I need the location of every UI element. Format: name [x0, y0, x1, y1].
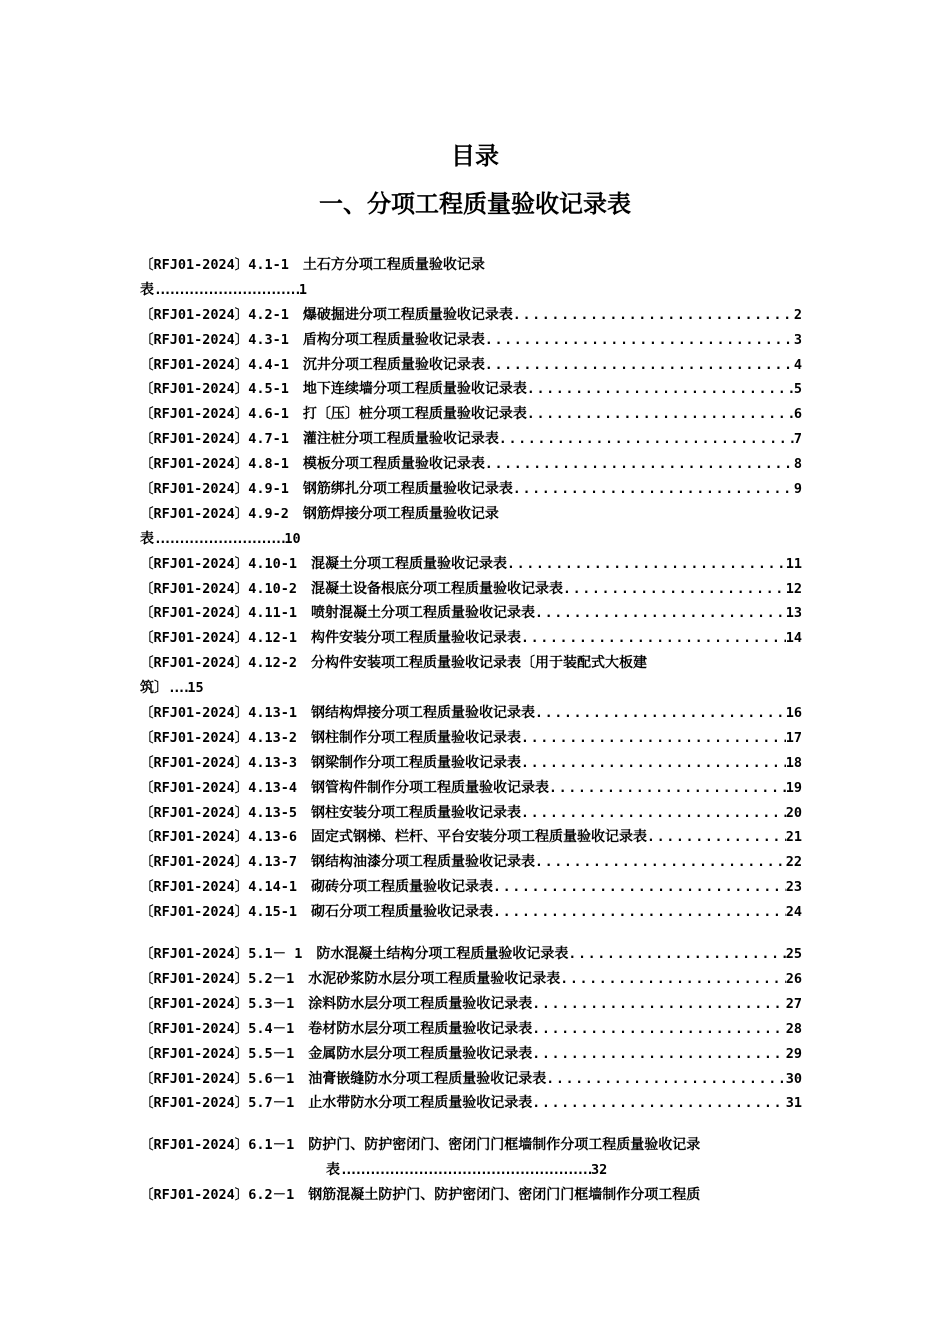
toc-entry-code: 〔RFJ01-2024〕4.12-1 — [140, 630, 298, 647]
toc-entry-cont-text: 筑〕 — [140, 680, 168, 697]
toc-entry-page: 4 — [793, 356, 802, 373]
toc-entry-cont-text: 表 — [326, 1162, 340, 1179]
toc-entry[interactable] — [140, 377, 802, 402]
toc-entry-title: 钢管构件制作分项工程质量验收记录表 — [311, 779, 550, 796]
toc-entry-title: 盾构分项工程质量验收记录表 — [302, 331, 485, 348]
toc-entry-code: 〔RFJ01-2024〕4.1-1 — [140, 257, 289, 273]
toc-entry-leader: .... — [168, 681, 188, 697]
toc-entry-code: 〔RFJ01-2024〕6.1－1 — [140, 1137, 295, 1154]
toc-entry-code: 〔RFJ01-2024〕4.6-1 — [140, 406, 289, 423]
section-spacer — [140, 1116, 802, 1133]
toc-entry-code: 〔RFJ01-2024〕4.3-1 — [140, 331, 289, 348]
section-title: 一、分项工程质量验收记录表 — [319, 190, 631, 218]
toc-entry-continuation — [140, 278, 802, 303]
toc-entry[interactable] — [140, 651, 802, 676]
toc-entry[interactable] — [140, 577, 802, 602]
toc-entry-page: 18 — [785, 754, 802, 771]
toc-entry-title: 固定式钢梯、栏杆、平台安装分项工程质量验收记录表 — [311, 829, 648, 846]
toc-entry-page: 32 — [591, 1162, 608, 1179]
toc-entry-leader — [507, 553, 786, 577]
toc-entry-page: 10 — [284, 530, 301, 547]
toc-entry-page: 6 — [793, 406, 802, 423]
toc-entry-continuation — [140, 527, 802, 552]
toc-entry-code: 〔RFJ01-2024〕4.13-7 — [140, 854, 298, 871]
toc-entry-page: 3 — [793, 331, 802, 348]
toc-entry-code: 〔RFJ01-2024〕4.15-1 — [140, 904, 298, 921]
toc-entry[interactable] — [140, 942, 802, 967]
toc-entry[interactable] — [140, 726, 802, 751]
toc-entry-title: 爆破掘进分项工程质量验收记录表 — [302, 306, 513, 323]
toc-entry-title: 分构件安装项工程质量验收记录表〔用于装配式大板建 — [311, 655, 648, 672]
toc-entry-page: 7 — [793, 431, 802, 448]
toc-entry-page: 1 — [298, 281, 307, 298]
table-of-contents — [140, 253, 802, 1208]
toc-entry-page: 13 — [785, 605, 802, 622]
toc-entry-leader — [485, 453, 794, 477]
toc-entry-title: 水泥砂浆防水层分项工程质量验收记录表 — [308, 970, 561, 987]
toc-entry[interactable] — [140, 801, 802, 826]
toc-entry-title: 土石方分项工程质量验收记录 — [302, 257, 485, 273]
toc-entry-title: 钢梁制作分项工程质量验收记录表 — [311, 754, 522, 771]
toc-entry-code: 〔RFJ01-2024〕4.13-4 — [140, 779, 298, 796]
toc-entry-page: 20 — [785, 804, 802, 821]
toc-entry-title: 砌砖分项工程质量验收记录表 — [311, 879, 494, 896]
toc-entry-leader — [532, 1018, 785, 1042]
toc-entry-code: 〔RFJ01-2024〕4.10-1 — [140, 555, 298, 572]
toc-entry-code: 〔RFJ01-2024〕4.10-2 — [140, 580, 298, 597]
toc-entry-code: 〔RFJ01-2024〕5.7－1 — [140, 1095, 295, 1112]
toc-entry-page: 28 — [785, 1020, 802, 1037]
toc-entry-page: 17 — [785, 729, 802, 746]
toc-entry-page: 25 — [785, 946, 802, 963]
toc-entry-cont-text: 表 — [140, 281, 154, 298]
toc-entry[interactable] — [140, 776, 802, 801]
toc-entry-code: 〔RFJ01-2024〕5.3－1 — [140, 995, 295, 1012]
toc-entry-leader — [513, 478, 794, 502]
toc-entry-leader — [521, 802, 786, 826]
toc-entry-leader — [485, 354, 794, 378]
toc-entry-title: 钢柱制作分项工程质量验收记录表 — [311, 729, 522, 746]
toc-entry-leader — [527, 378, 794, 402]
toc-entry-code: 〔RFJ01-2024〕5.5－1 — [140, 1045, 295, 1062]
toc-entry[interactable] — [140, 1091, 802, 1116]
toc-entry-leader: ........................... — [154, 531, 285, 547]
toc-entry[interactable] — [140, 477, 802, 502]
toc-entry[interactable] — [140, 353, 802, 378]
toc-entry-code: 〔RFJ01-2024〕4.12-2 — [140, 655, 298, 672]
toc-entry-code: 〔RFJ01-2024〕4.13-5 — [140, 804, 298, 821]
toc-entry-continuation — [140, 1158, 802, 1183]
toc-entry-page: 26 — [785, 970, 802, 987]
toc-entry-title: 构件安装分项工程质量验收记录表 — [311, 630, 522, 647]
toc-entry-title: 金属防水层分项工程质量验收记录表 — [308, 1045, 533, 1062]
toc-entry-code: 〔RFJ01-2024〕4.14-1 — [140, 879, 298, 896]
toc-entry-title: 打〔压〕桩分项工程质量验收记录表 — [302, 406, 527, 423]
toc-entry[interactable] — [140, 626, 802, 651]
toc-entry-title: 卷材防水层分项工程质量验收记录表 — [308, 1020, 533, 1037]
toc-entry-title: 止水带防水分项工程质量验收记录表 — [308, 1095, 533, 1112]
toc-entry-leader — [532, 1092, 785, 1116]
toc-entry-page: 9 — [793, 481, 802, 498]
toc-entry-page: 14 — [785, 630, 802, 647]
toc-entry[interactable] — [140, 850, 802, 875]
toc-entry-code: 〔RFJ01-2024〕4.9-1 — [140, 481, 289, 498]
toc-entry-page: 30 — [785, 1070, 802, 1087]
toc-entry[interactable] — [140, 601, 802, 626]
toc-entry-code: 〔RFJ01-2024〕4.9-2 — [140, 505, 289, 522]
toc-entry[interactable] — [140, 552, 802, 577]
toc-entry[interactable] — [140, 1133, 802, 1158]
toc-entry[interactable] — [140, 875, 802, 900]
toc-entry[interactable] — [140, 402, 802, 427]
toc-entry[interactable] — [140, 701, 802, 726]
toc-entry-leader — [535, 702, 786, 726]
toc-entry-code: 〔RFJ01-2024〕5.6－1 — [140, 1070, 295, 1087]
toc-entry-code: 〔RFJ01-2024〕5.2－1 — [140, 970, 295, 987]
toc-entry-leader — [521, 752, 786, 776]
toc-entry-code: 〔RFJ01-2024〕5.4－1 — [140, 1020, 295, 1037]
toc-entry[interactable] — [140, 992, 802, 1017]
toc-entry-leader — [493, 876, 786, 900]
toc-entry-title: 喷射混凝土分项工程质量验收记录表 — [311, 605, 536, 622]
toc-entry[interactable] — [140, 900, 802, 925]
toc-entry-title: 钢结构焊接分项工程质量验收记录表 — [311, 705, 536, 722]
toc-entry-leader — [513, 304, 794, 328]
toc-entry[interactable] — [140, 1042, 802, 1067]
toc-entry-leader — [549, 777, 786, 801]
toc-entry-page: 23 — [785, 879, 802, 896]
toc-entry[interactable] — [140, 751, 802, 776]
toc-entry-page: 29 — [785, 1045, 802, 1062]
toc-entry-code: 〔RFJ01-2024〕4.13-6 — [140, 829, 298, 846]
page-title: 目录 — [451, 142, 499, 170]
toc-entry-page: 31 — [785, 1095, 802, 1112]
toc-entry-title: 防水混凝土结构分项工程质量验收记录表 — [316, 946, 569, 963]
toc-entry-code: 〔RFJ01-2024〕5.1－ 1 — [140, 946, 303, 963]
toc-entry[interactable] — [140, 452, 802, 477]
toc-entry-leader — [647, 826, 786, 850]
toc-entry-title: 地下连续墙分项工程质量验收记录表 — [302, 381, 527, 398]
toc-entry-code: 〔RFJ01-2024〕4.5-1 — [140, 381, 289, 398]
toc-entry-leader — [535, 851, 786, 875]
toc-entry-code: 〔RFJ01-2024〕4.8-1 — [140, 456, 289, 473]
toc-entry-title: 防护门、防护密闭门、密闭门门框墙制作分项工程质量验收记录 — [308, 1137, 701, 1154]
toc-entry-page: 12 — [785, 580, 802, 597]
toc-entry-title: 油膏嵌缝防水分项工程质量验收记录表 — [308, 1070, 547, 1087]
toc-entry-leader: .................................................... — [340, 1163, 591, 1179]
toc-entry[interactable] — [140, 825, 802, 850]
toc-entry-title: 钢筋混凝土防护门、防护密闭门、密闭门门框墙制作分项工程质 — [308, 1187, 701, 1204]
toc-entry-title: 混凝土分项工程质量验收记录表 — [311, 555, 508, 572]
toc-entry-code: 〔RFJ01-2024〕4.13-1 — [140, 705, 298, 722]
toc-entry-title: 钢结构油漆分项工程质量验收记录表 — [311, 854, 536, 871]
toc-entry-code: 〔RFJ01-2024〕4.13-3 — [140, 754, 298, 771]
toc-entry-code: 〔RFJ01-2024〕4.2-1 — [140, 306, 289, 323]
toc-entry-code: 〔RFJ01-2024〕6.2－1 — [140, 1187, 295, 1204]
toc-entry-leader — [493, 901, 786, 925]
toc-entry-page: 11 — [785, 555, 802, 572]
toc-entry-title: 砌石分项工程质量验收记录表 — [311, 904, 494, 921]
toc-entry-title: 沉井分项工程质量验收记录表 — [302, 356, 485, 373]
toc-entry[interactable] — [140, 328, 802, 353]
toc-entry-leader — [535, 602, 786, 626]
toc-entry-page: 21 — [785, 829, 802, 846]
toc-entry-leader — [568, 943, 785, 967]
toc-entry-leader — [560, 968, 785, 992]
toc-entry-code: 〔RFJ01-2024〕4.13-2 — [140, 729, 298, 746]
toc-entry-page: 19 — [785, 779, 802, 796]
toc-entry-page: 2 — [793, 306, 802, 323]
toc-entry-leader — [546, 1068, 785, 1092]
toc-entry-page: 8 — [793, 456, 802, 473]
toc-entry-title: 钢筋绑扎分项工程质量验收记录表 — [302, 481, 513, 498]
toc-entry-title: 灌注桩分项工程质量验收记录表 — [302, 431, 499, 448]
toc-entry-leader: .............................. — [154, 282, 299, 298]
toc-entry-code: 〔RFJ01-2024〕4.11-1 — [140, 605, 298, 622]
toc-entry-title: 钢柱安装分项工程质量验收记录表 — [311, 804, 522, 821]
toc-entry-leader — [499, 428, 794, 452]
toc-entry[interactable] — [140, 1017, 802, 1042]
toc-entry-title: 混凝土设备根底分项工程质量验收记录表 — [311, 580, 564, 597]
toc-entry-page: 27 — [785, 995, 802, 1012]
toc-entry[interactable] — [140, 427, 802, 452]
toc-entry-title: 涂料防水层分项工程质量验收记录表 — [308, 995, 533, 1012]
toc-entry[interactable] — [140, 303, 802, 328]
toc-entry[interactable] — [140, 502, 802, 527]
toc-entry-leader — [532, 993, 785, 1017]
toc-entry-title: 模板分项工程质量验收记录表 — [302, 456, 485, 473]
toc-entry-page: 5 — [793, 381, 802, 398]
toc-entry-cont-text: 表 — [140, 530, 154, 547]
toc-entry-leader — [521, 727, 786, 751]
toc-entry-page: 22 — [785, 854, 802, 871]
toc-entry-code: 〔RFJ01-2024〕4.4-1 — [140, 356, 289, 373]
section-spacer — [140, 925, 802, 942]
toc-entry-leader — [563, 578, 786, 602]
toc-entry-continuation — [140, 676, 802, 701]
toc-entry-page: 24 — [785, 904, 802, 921]
toc-entry[interactable] — [140, 1067, 802, 1092]
toc-entry-page: 16 — [785, 705, 802, 722]
toc-entry[interactable] — [140, 1183, 802, 1208]
toc-entry-leader — [485, 329, 794, 353]
toc-entry-code: 〔RFJ01-2024〕4.7-1 — [140, 431, 289, 448]
toc-entry-leader — [521, 627, 786, 651]
toc-entry-leader — [532, 1043, 785, 1067]
toc-entry-leader — [527, 403, 794, 427]
toc-entry-title: 钢筋焊接分项工程质量验收记录 — [302, 505, 499, 522]
toc-entry-page: 15 — [187, 680, 204, 697]
toc-entry[interactable] — [140, 967, 802, 992]
toc-entry[interactable] — [140, 253, 802, 278]
